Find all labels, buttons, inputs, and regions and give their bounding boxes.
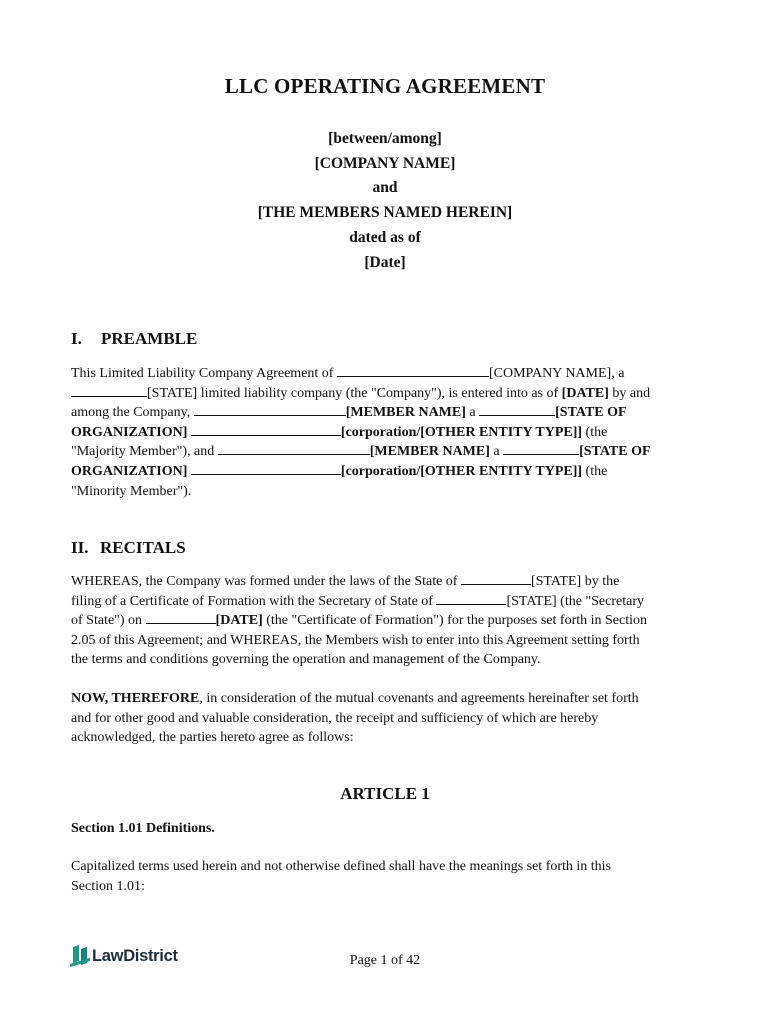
text-span: [MEMBER NAME] bbox=[345, 405, 466, 421]
text-line bbox=[71, 364, 696, 384]
blank-line bbox=[436, 592, 506, 605]
text-line: Section 1.01: bbox=[71, 878, 145, 894]
text-span: [corporation/[OTHER ENTITY TYPE]] bbox=[340, 424, 583, 440]
blank-line bbox=[146, 611, 216, 624]
document-title: LLC OPERATING AGREEMENT bbox=[224, 74, 546, 98]
preamble-paragraph bbox=[71, 364, 696, 501]
blank-line bbox=[461, 572, 531, 585]
text-span: [STATE] by the bbox=[530, 574, 620, 589]
page-number: Page 1 of 42 bbox=[349, 953, 421, 968]
text-span: among the Company, bbox=[71, 405, 194, 421]
blank-line bbox=[503, 442, 579, 455]
text-span: a bbox=[489, 444, 504, 460]
title-line-and: and bbox=[372, 179, 398, 197]
text-span: ORGANIZATION] bbox=[71, 463, 188, 479]
text-span: (the bbox=[582, 424, 608, 440]
text-line bbox=[71, 572, 696, 592]
recitals-title: RECITALS bbox=[100, 538, 186, 557]
text-span: (the "Certificate of Formation") for the purposes set forth in Section bbox=[262, 613, 648, 629]
text-line: 2.05 of this Agreement; and WHEREAS, the Members wish to enter into this Agreement setting forth bbox=[71, 632, 640, 648]
text-span: [MEMBER NAME] bbox=[369, 444, 490, 460]
recitals-paragraph-1 bbox=[71, 572, 696, 670]
blank-line bbox=[194, 403, 346, 416]
title-line-between: [between/among] bbox=[328, 130, 442, 147]
text-line bbox=[71, 689, 696, 709]
text-line bbox=[71, 384, 696, 404]
text-line bbox=[71, 592, 696, 612]
text-span: ORGANIZATION] bbox=[71, 424, 188, 440]
text-line: and for other good and valuable consideration, the receipt and sufficiency of which are hereby bbox=[71, 710, 599, 726]
text-span: , in consideration of the mutual covenants and agreements hereinafter set forth bbox=[199, 691, 639, 706]
blank-line bbox=[71, 384, 147, 397]
preamble-heading bbox=[71, 329, 197, 349]
definitions-paragraph bbox=[71, 857, 696, 896]
text-line: acknowledged, the parties hereto agree as follows: bbox=[71, 730, 354, 746]
recitals-heading bbox=[71, 538, 186, 558]
text-line bbox=[71, 442, 696, 462]
text-span: [STATE] (the "Secretary bbox=[506, 593, 644, 609]
text-line: "Minority Member"). bbox=[71, 483, 192, 499]
recitals-number: II. bbox=[71, 538, 89, 557]
text-span: [STATE OF bbox=[579, 444, 651, 460]
blank-line bbox=[218, 442, 370, 455]
blank-line bbox=[337, 364, 489, 377]
text-line bbox=[71, 462, 696, 482]
title-block bbox=[0, 127, 770, 275]
preamble-number: I. bbox=[71, 329, 82, 348]
text-span: of State") on bbox=[71, 613, 146, 629]
text-span: [STATE] limited liability company (the "Company"), is entered into as of bbox=[147, 385, 562, 401]
text-line bbox=[71, 611, 696, 631]
text-span: [COMPANY NAME], a bbox=[488, 366, 625, 381]
text-span: a bbox=[465, 405, 480, 421]
text-span: This Limited Liability Company Agreement of bbox=[71, 366, 337, 381]
text-span: WHEREAS, the Company was formed under the laws of the State of bbox=[71, 574, 461, 589]
recitals-paragraph-2 bbox=[71, 689, 696, 748]
text-span: "Majority Member"), and bbox=[71, 444, 218, 460]
text-span: (the bbox=[582, 463, 608, 479]
section-heading: Section 1.01 Definitions. bbox=[71, 821, 215, 836]
text-line bbox=[71, 403, 696, 423]
text-span: [STATE OF bbox=[555, 405, 627, 421]
title-line-dated: dated as of bbox=[349, 228, 421, 246]
logo-text: LawDistrict bbox=[92, 946, 178, 965]
text-span: filing of a Certificate of Formation with the Secretary of State of bbox=[71, 593, 437, 609]
title-line-company: [COMPANY NAME] bbox=[314, 154, 456, 172]
text-span: by and bbox=[608, 385, 651, 401]
title-line-members: [THE MEMBERS NAMED HEREIN] bbox=[257, 204, 513, 222]
text-line: the terms and conditions governing the operation and management of the Company. bbox=[71, 652, 541, 668]
blank-line bbox=[191, 462, 341, 475]
article-heading: ARTICLE 1 bbox=[340, 784, 430, 803]
blank-line bbox=[191, 423, 341, 436]
text-span: NOW, THEREFORE bbox=[71, 691, 200, 706]
text-line bbox=[71, 423, 696, 443]
text-span: [DATE] bbox=[215, 613, 263, 629]
text-span: [corporation/[OTHER ENTITY TYPE]] bbox=[340, 463, 583, 479]
text-line: Capitalized terms used herein and not otherwise defined shall have the meanings set forth in this bbox=[71, 859, 612, 874]
title-line-date: [Date] bbox=[364, 253, 406, 271]
blank-line bbox=[479, 403, 555, 416]
preamble-title: PREAMBLE bbox=[101, 329, 198, 348]
text-span: [DATE] bbox=[561, 385, 609, 401]
